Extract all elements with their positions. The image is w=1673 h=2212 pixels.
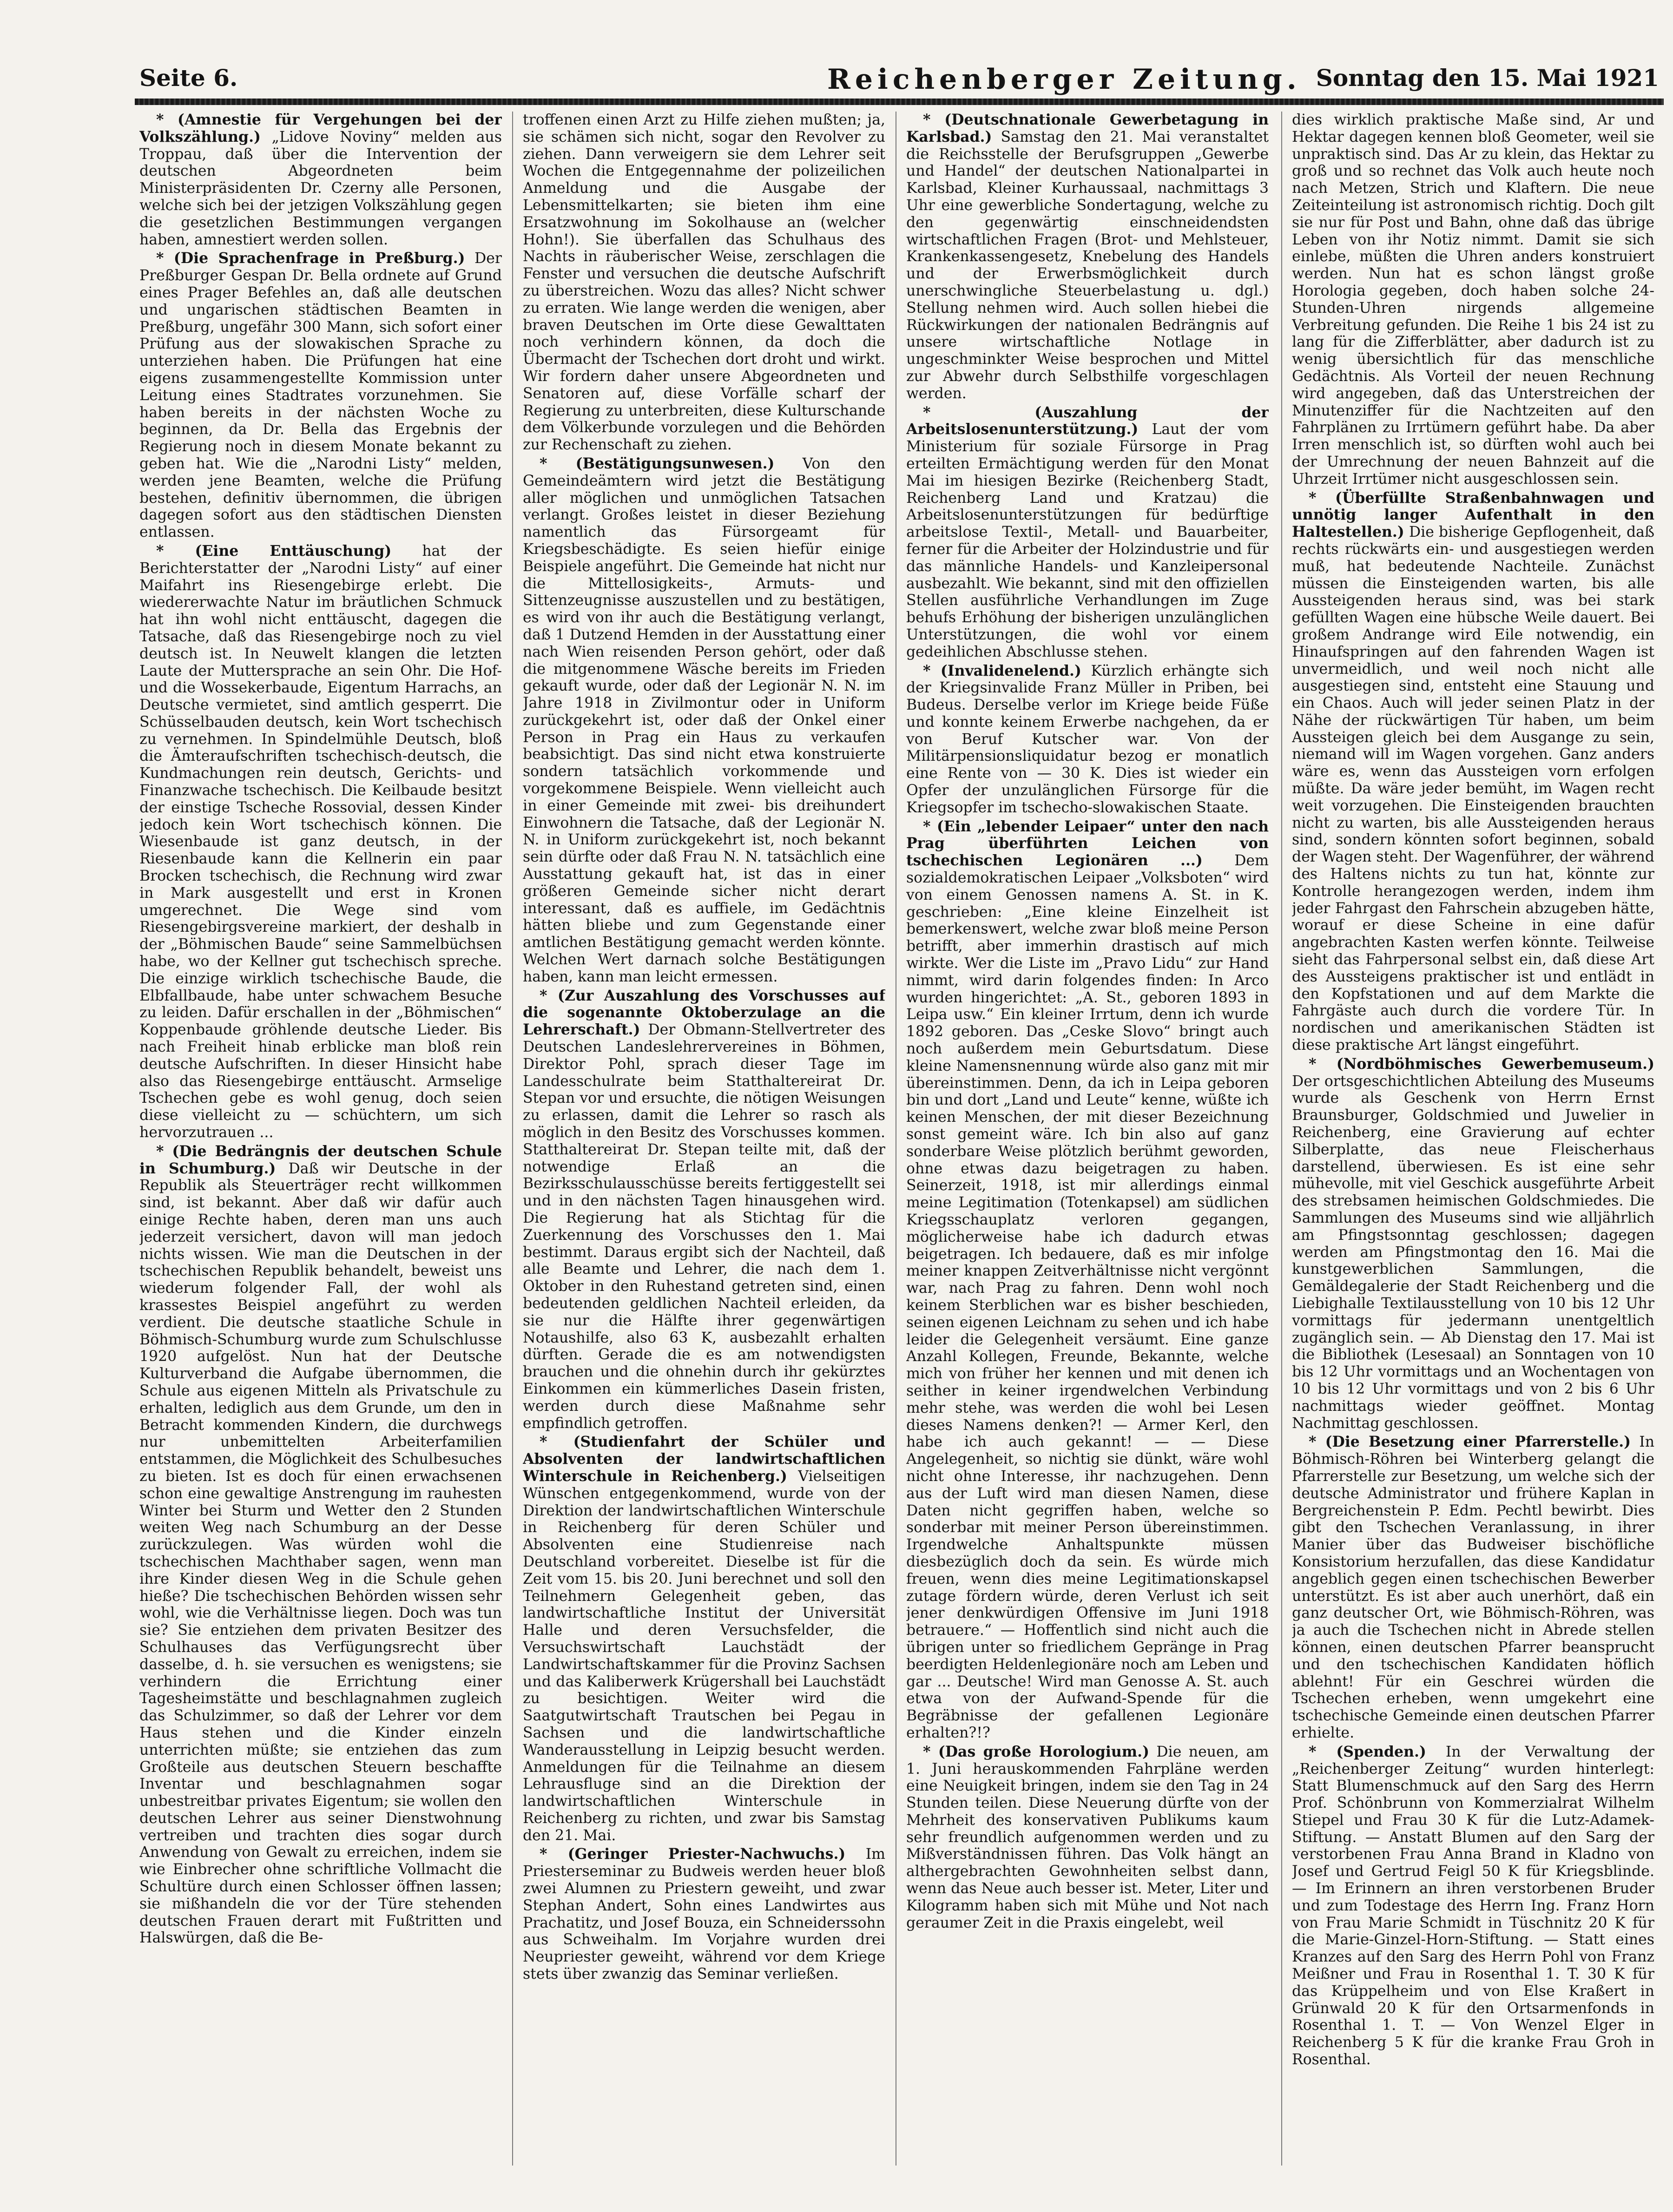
article bbox=[139, 112, 502, 248]
article-heading: * (Studienfahrt der Schüler und Absolventen der landwirtschaftlichen Winterschule in Reichenberg.) bbox=[523, 1433, 885, 1485]
article-heading: * (Bestätigungsunwesen.) bbox=[540, 454, 775, 472]
article bbox=[1292, 1744, 1654, 2068]
article bbox=[1292, 1056, 1654, 1432]
article-heading: * (Die Sprachenfrage in Preßburg.) bbox=[156, 250, 465, 267]
article-text: Dem sozialdemokratischen Leipaer „Volksboten“ wird von einem Genossen namens A. St. in K. geschrieben: „Eine kleine Einzelheit ist bemerkenswert, welche zwar bloß meine Person betrifft, aber immerhin drastisch auf mich wirkte. Wer die Liste im „Pravo Lidu“ zur Hand nimmt, wird darin folgendes finden: In Arco wurden hingerichtet: „A. St., geboren 1893 in Leipa usw.“ Ein kleiner Irrtum, denn ich wurde 1892 geboren. Das „Ceske Slovo“ bringt auch noch außerdem mein Geburtsdatum. Diese kleine Namensnennung würde also ganz mit mir übereinstimmen. Denn, da ich in Leipa geboren bin und dort „Land und Leute“ kenne, wüßte ich keinen Menschen, der mit dieser Bezeichnung sonst gemeint wäre. Ich bin also auf ganz sonderbare Weise plötzlich berühmt geworden, ohne etwas dazu beigetragen zu haben. Seinerzeit, 1918, ist mir allerdings einmal meine Legitimation (Totenkapsel) am südlichen Kriegsschauplatz verloren gegangen, möglicherweise habe ich dadurch etwas beigetragen. Ich bedauere, daß es mir infolge meiner knappen Zeitverhältnisse nicht vergönnt war, nach Prag zu fahren. Denn wohl noch keinem Sterblichen war es bisher beschieden, seinen eigenen Leichnam zu sehen und ich habe leider die Gelegenheit versäumt. Eine ganze Anzahl Kollegen, Freunde, Bekannte, welche mich von früher her kennen und mit denen ich seither in keiner irgendwelchen Verbindung mehr stehe, was werden die wohl bei Lesen dieses Namens denken?! — Armer Kerl, den habe ich auch gekannt! — — Diese Angelegenheit, so nichtig sie dünkt, wäre wohl nicht ohne Interesse, ihr nachzugehen. Denn aus der Luft wird man diesen Namen, diese Daten nicht gegriffen haben, welche so sonderbar mit meiner Person übereinstimmen. Irgendwelche Anhaltspunkte müssen diesbezüglich doch da sein. Es würde mich freuen, wenn dies meine Legitimationskapsel zutage fördern würde, deren Verlust ich seit jener denkwürdigen Offensive im Juni 1918 betrauere.“ — Hoffentlich sind nicht auch die übrigen unter so friedlichem Gepränge in Prag beerdigten Heldenlegionäre noch am Leben und gar ... Deutsche! Wird man Genosse A. St. auch etwa von der Aufwand-Spende für die Begräbnisse der gefallenen Legionäre erhalten?!? bbox=[906, 852, 1269, 1741]
article bbox=[906, 1744, 1269, 1932]
article-heading: * (Ein „lebender Leipaer“ unter den nach Prag überführten Leichen von tschechischen Legionären ...) bbox=[906, 817, 1269, 869]
article-text: Der Preßburger Gespan Dr. Bella ordnete auf Grund eines Prager Befehles an, daß alle deutschen und ungarischen städtischen Beamten in Preßburg, ungefähr 300 Mann, sich sofort einer Prüfung aus der slowakischen Sprache zu unterziehen haben. Die Prüfungen hat eine eigens zusammengestellte Kommission unter Leitung eines Stadtrates vorzunehmen. Sie haben bereits in der nächsten Woche zu beginnen, da Dr. Bella das Ergebnis der Regierung noch in diesem Monate bekannt zu geben hat. Wie die „Narodni Listy“ melden, werden jene Beamten, welche die Prüfung bestehen, definitiv übernommen, die übrigen dagegen sofort aus den städtischen Diensten entlassen. bbox=[139, 250, 502, 541]
issue-date: Sonntag den 15. Mai 1921 bbox=[1316, 64, 1659, 92]
article-text: In Böhmisch-Röhren bei Winterberg gelangt die Pfarrerstelle zur Besetzung, um welche sich der deutsche Administrator und frühere Kaplan in Bergreichenstein P. Edm. Pechtl bewirbt. Dies gibt den Tschechen Veranlassung, in ihrer Manier über das Budweiser bischöfliche Konsistorium herzufallen, das diese Kandidatur angeblich gegen einen tschechischen Bewerber unterstützt. Es ist aber auch unerhört, daß ein ganz deutscher Ort, wie Böhmisch-Röhren, was ja auch die Tschechen nicht in Abrede stellen können, einen deutschen Pfarrer beansprucht und den tschechischen Kandidaten höflich ablehnt! Für ein Geschrei würden die Tschechen erheben, wenn umgekehrt eine tschechische Gemeinde einen deutschen Pfarrer erhielte. bbox=[1292, 1434, 1654, 1741]
article-text: Von den Gemeindeämtern wird jetzt die Bestätigung aller möglichen und unmöglichen Tatsachen verlangt. Großes leistet in dieser Beziehung namentlich das Fürsorgeamt für Kriegsbeschädigte. Es seien hiefür einige Beispiele angeführt. Die Gemeinde hat nicht nur die Mittellosigkeits-, Armuts- und Sittenzeugnisse auszustellen und zu bestätigen, es wird von ihr auch die Bestätigung verlangt, daß 1 Dutzend Hemden in der Ausstattung einer nach Wien reisenden Person gehört, oder daß die mitgenommene Wäsche bereits im Frieden gekauft wurde, oder daß der Legionär N. N. im Jahre 1918 in Zivilmontur oder in Uniform zurückgekehrt ist, oder daß der Onkel einer Person in Prag ein Haus zu verkaufen beabsichtigt. Das sind nicht etwa konstruierte sondern tatsächlich vorkommende und vorgekommene Beispiele. Wenn vielleicht auch in einer Gemeinde mit zwei- bis dreihundert Einwohnern die Tatsache, daß der Legionär N. N. in Uniform zurückgekehrt ist, noch bekannt sein dürfte oder daß Frau N. N. tatsächlich eine Ausstattung gekauft hat, ist das in einer größeren Gemeinde sicher nicht derart interessant, daß es auffiele, im Gedächtnis hätten bliebe und zum Gegenstande einer amtlichen Bestätigung gemacht werden könnte. Welchen Wert darnach solche Bestätigungen haben, kann man leicht ermessen. bbox=[523, 455, 885, 985]
column-divider bbox=[512, 112, 513, 2166]
article-continuation bbox=[523, 112, 885, 454]
article bbox=[139, 250, 502, 541]
article-heading: * (Eine Enttäuschung) bbox=[156, 542, 392, 560]
article bbox=[523, 988, 885, 1432]
article-heading: * (Spenden.) bbox=[1309, 1743, 1426, 1760]
column-1 bbox=[139, 112, 502, 2166]
column-3 bbox=[906, 112, 1269, 2166]
article-text: Die bisherige Gepflogenheit, daß rechts rückwärts ein- und ausgestiegen werden muß, hat bedeutende Nachteile. Zunächst müssen die Einsteigenden warten, bis alle Aussteigenden heraus sind, was bei stark gefüllten Wagen eine hübsche Weile dauert. Bei großem Andrange wird Eile notwendig, ein Hinaufspringen auf den fahrenden Wagen ist unvermeidlich, und weil noch nicht alle ausgestiegen sind, entsteht eine Stauung und ein Chaos. Auch will jeder seinen Platz in der Nähe der rückwärtigen Tür haben, um beim Aussteigen gleich bei dem Ausgange zu sein, niemand will im Wagen vorgehen. Ganz anders wäre es, wenn das Aussteigen vorn erfolgen müßte. Da wäre jeder bemüht, im Wagen recht weit vorzugehen. Die Einsteigenden brauchten nicht zu warten, bis alle Aussteigenden heraus sind, sondern könnten sofort beginnen, sobald der Wagen steht. Der Wagenführer, der während des Haltens nichts zu tun hat, könnte zur Kontrolle herangezogen werden, indem ihm jeder Fahrgast den Fahrschein abzugeben hätte, worauf er diese Scheine in eine dafür angebrachten Kasten werfen könnte. Teilweise sieht das Fahrpersonal selbst ein, daß diese Art des Aussteigens praktischer ist und entlädt in den Kopfstationen und auf dem Markte die Fahrgäste auch durch die vordere Tür. In nordischen und amerikanischen Städten ist diese praktische Art längst eingeführt. bbox=[1292, 524, 1654, 1054]
article-heading: * (Nordböhmisches Gewerbemuseum.) bbox=[1309, 1055, 1654, 1073]
article bbox=[906, 818, 1269, 1742]
article-heading: * (Amnestie für Vergehungen bei der Volkszählung.) bbox=[139, 112, 502, 145]
article-heading: * (Geringer Priester-Nachwuchs.) bbox=[540, 1845, 846, 1863]
article bbox=[1292, 490, 1654, 1054]
column-divider bbox=[1281, 112, 1282, 2166]
article-text: Kürzlich erhängte sich der Kriegsinvalide Franz Müller in Priben, bei Budeus. Derselbe verlor im Kriege beide Füße und konnte keinem Erwerbe nachgehen, da er von Beruf Kutscher war. Von der Militärpensionsliquidatur bezog er monatlich eine Rente von — 30 K. Dies ist wieder ein Opfer der unzulänglichen Fürsorge für die Kriegsopfer im tschecho-slowakischen Staate. bbox=[906, 662, 1269, 816]
article bbox=[906, 112, 1269, 402]
article-text: In der Verwaltung der „Reichenberger Zeitung“ wurden hinterlegt: Statt Blumenschmuck auf den Sarg des Herrn Prof. Schönbrunn von Kommerzialrat Wilhelm Stiepel und Frau 30 K für die Lutz-Adamek-Stiftung. — Anstatt Blumen auf den Sarg der verstorbenen Frau Anna Brand in Kladno von Josef und Gertrud Feigl 50 K für Kriegsblinde. — Im Erinnern an ihren verstorbenen Bruder und zum Todestage des Herrn Ing. Franz Horn von Frau Marie Schmidt in Tüschnitz 20 K für die Marie-Ginzel-Horn-Stiftung. — Statt eines Kranzes auf den Sarg des Herrn Pohl von Franz Meißner und Frau in Rosenthal 1. T. 30 K für das Krüppelheim und von Else Kraßert in Grünwald 20 K für den Ortsarmenfonds in Rosenthal 1. T. — Von Wenzel Elger in Reichenberg 5 K für die kranke Frau Groh in Rosenthal. bbox=[1292, 1743, 1654, 2068]
article-heading: * (Überfüllte Straßenbahnwagen und unnötig langer Aufenthalt in den Haltestellen.) bbox=[1292, 489, 1654, 541]
article-text: Der ortsgeschichtlichen Abteilung des Museums wurde als Geschenk von Herrn Ernst Braunsburger, Goldschmied und Juwelier in Reichenberg, eine Gravierung auf echter Silberplatte, das neue Fleischerhaus darstellend, überwiesen. Es ist eine sehr mühevolle, mit viel Geschick ausgeführte Arbeit des strebsamen heimischen Goldschmiedes. Die Sammlungen des Museums sind wie alljährlich am Pfingstsonntag geschlossen; dagegen werden am Pfingstmontag den 16. Mai die kunstgewerblichen Sammlungen, die Gemäldegalerie der Stadt Reichenberg und die Liebighalle Textilausstellung von 10 bis 12 Uhr vormittags für jedermann unentgeltlich zugänglich sein. — Ab Dienstag den 17. Mai ist die Bibliothek (Lesesaal) an Sonntagen von 10 bis 12 Uhr vormittags und an Wochentagen von 10 bis 12 Uhr vormittags und von 2 bis 6 Uhr nachmittags wieder geöffnet. Montag Nachmittag geschlossen. bbox=[1292, 1073, 1654, 1432]
article-heading: * (Das große Horologium.) bbox=[923, 1743, 1149, 1760]
page-header bbox=[139, 64, 1659, 101]
article bbox=[523, 1846, 885, 1982]
article-heading: * (Die Besetzung einer Pfarrerstelle.) bbox=[1309, 1433, 1631, 1451]
column-2 bbox=[523, 112, 885, 2166]
article-text: Daß wir Deutsche in der Republik als Steuerträger recht willkommen sind, ist bekannt. Aber daß wir dafür auch einige Rechte haben, deren man uns auch jederzeit versichert, davon will man jedoch nichts wissen. Wie man die Deutschen in der tschechischen Republik behandelt, beweist uns wiederum folgender Fall, der wohl als krassestes Beispiel angeführt zu werden verdient. Die deutsche staatliche Schule in Böhmisch-Schumburg wurde zum Schulschlusse 1920 aufgelöst. Nun hat der Deutsche Kulturverband die Aufgabe übernommen, die Schule aus eigenen Mitteln als Privatschule zu erhalten, lediglich aus dem Grunde, um den in Betracht kommenden Kindern, die durchwegs nur unbemittelten Arbeiterfamilien entstammen, die Möglichkeit des Schulbesuches zu bieten. Ist es doch für einen erwachsenen schon eine gewaltige Anstrengung im rauhesten Winter bei Sturm und Wetter den 2 Stunden weiten Weg nach Schumburg an der Desse zurückzulegen. Was würden wohl die tschechischen Machthaber sagen, wenn man ihre Kinder diesen Weg in die Schule gehen hieße? Die tschechischen Behörden wissen sehr wohl, wie die Verhältnisse liegen. Doch was tun sie? Sie entziehen dem privaten Besitzer des Schulhauses das Verfügungsrecht über dasselbe, d. h. sie versuchen es wenigstens; sie verhindern die Errichtung einer Tagesheimstätte und beschlagnahmen zugleich das Schulzimmer, so daß der Lehrer vor dem Haus stehen und die Kinder einzeln unterrichten müßte; sie entziehen das zum Großteile aus deutschen Steuern beschaffte Inventar und beschlagnahmen sogar unbestreitbar privates Eigentum; sie wollen den deutschen Lehrer aus seiner Dienstwohnung vertreiben und trachten dies sogar durch Anwendung von Gewalt zu erreichen, indem sie wie Einbrecher ohne schriftliche Vollmacht die Schultüre durch einen Schlosser öffnen lassen; sie mißhandeln die vor der Türe stehenden deutschen Frauen derart mit Fußtritten und Halswürgen, daß die Be- bbox=[139, 1160, 502, 1947]
article bbox=[139, 543, 502, 1141]
article-heading: * (Zur Auszahlung des Vorschusses auf die sogenannte Oktoberzulage an die Lehrerschaft.) bbox=[523, 987, 885, 1039]
article-heading: * (Die Bedrängnis der deutschen Schule in Schumburg.) bbox=[139, 1142, 502, 1177]
article bbox=[906, 663, 1269, 816]
article-text: Der Obmann-Stellvertreter des Deutschen Landeslehrervereines in Böhmen, Direktor Pohl, sprach dieser Tage im Landesschulrate beim Statthaltereirat Dr. Stepan vor und ersuchte, die nötigen Weisungen zu erlassen, damit die Lehrer so rasch als möglich in den Besitz des Vorschusses kommen. Statthaltereirat Dr. Stepan teilte mit, daß der notwendige Erlaß an die Bezirksschulausschüsse bereits fertiggestellt sei und in den nächsten Tagen hinausgehen wird. Die Regierung hat als Stichtag für die Zuerkennung des Vorschusses den 1. Mai bestimmt. Daraus ergibt sich der Nachteil, daß alle Beamte und Lehrer, die nach dem 1. Oktober in den Ruhestand getreten sind, einen bedeutenden geldlichen Nachteil erleiden, da sie nur die Hälfte ihrer gegenwärtigen Notaushilfe, also 63 K, ausbezahlt erhalten dürften. Gerade die es am notwendigsten brauchen und die ohnehin durch ihr gekürztes Einkommen ein kümmerliches Dasein fristen, werden durch diese Maßnahme sehr empfindlich getroffen. bbox=[523, 1021, 885, 1432]
page-number: Seite 6. bbox=[139, 64, 238, 92]
article-text: Vielseitigen Wünschen entgegenkommend, wurde von der Direktion der landwirtschaftlichen Winterschule in Reichenberg für deren Schüler und Absolventen eine Studienreise nach Deutschland vorbereitet. Dieselbe ist für die Zeit vom 15. bis 20. Juni berechnet und soll den Teilnehmern Gelegenheit geben, das landwirtschaftliche Institut der Universität Halle und deren Versuchsfelder, die Versuchswirtschaft Lauchstädt der Landwirtschaftskammer für die Provinz Sachsen und das Kaliberwerk Krügershall bei Lauchstädt zu besichtigen. Weiter wird die Saatgutwirtschaft Trautschen bei Pegau in Sachsen und die landwirtschaftliche Wanderausstellung in Leipzig besucht werden. Anmeldungen für die Teilnahme an diesem Lehrausfluge sind an die Direktion der landwirtschaftlichen Winterschule in Reichenberg zu richten, und zwar bis Samstag den 21. Mai. bbox=[523, 1468, 885, 1844]
article-heading: * (Auszahlung der Arbeitslosenunterstützung.) bbox=[906, 403, 1269, 438]
article-text: dies wirklich praktische Maße sind, Ar und Hektar dagegen kennen bloß Geometer, weil sie unpraktisch sind. Das Ar zu klein, das Hektar zu groß und so rechnet das Volk auch heute noch nach Metzen, Strich und Klaftern. Die neue Zeiteinteilung ist astronomisch richtig. Doch gilt sie nur für Post und Bahn, ohne daß das übrige Leben von ihr Notiz nimmt. Damit sie sich einlebe, müßten die Uhren anders konstruiert werden. Nun hat es schon längst große Horologia gegeben, doch haben solche 24-Stunden-Uhren nirgends allgemeine Verbreitung gefunden. Die Reihe 1 bis 24 ist zu lang für die Zifferblätter, aber dadurch ist zu wenig übersichtlich für das menschliche Gedächtnis. Als Vorteil der neuen Rechnung wird angegeben, daß das Unterstreichen der Minutenziffer für die Nachtzeiten auf den Fahrplänen zu Irrtümern geführt habe. Da aber Irren menschlich ist, so dürften wohl auch bei der Umrechnung der neuen Bahnzeit auf die Uhrzeit Irrtümer nicht ausgeschlossen sein. bbox=[1292, 112, 1654, 487]
article-heading: * (Invalidenelend.) bbox=[923, 662, 1081, 679]
masthead: Reichenberger Zeitung. bbox=[827, 63, 1301, 96]
article-text: hat der Berichterstatter der „Narodni Listy“ auf einer Maifahrt ins Riesengebirge erlebt. Die wiedererwachte Natur im bräutlichen Schmuck hat ihn wohl nicht enttäuscht, dagegen die Tatsache, daß das Riesengebirge noch zu viel deutsch ist. In Neuwelt klangen die letzten Laute der Muttersprache an sein Ohr. Die Hof- und die Wossekerbaude, Eigentum Harrachs, an Deutsche vermietet, sind amtlich gesperrt. Die Schüsselbauden deutsch, kein Wort tschechisch zu vernehmen. In Spindelmühle Deutsch, bloß die Ämteraufschriften tschechisch-deutsch, die Kundmachungen rein deutsch, Gerichts- und Finanzwache tschechisch. Die Keilbaude besitzt der einstige Tscheche Rossovial, dessen Kinder jedoch kein Wort tschechisch können. Die Wiesenbaude ist ganz deutsch, in der Riesenbaude kann die Kellnerin ein paar Brocken tschechisch, die Rechnung wird zwar in Mark ausgestellt und erst in Kronen umgerechnet. Die Wege sind vom Riesengebirgsvereine markiert, der deshalb in der „Böhmischen Baude“ seine Sammelbüchsen habe, wo der Kellner gut tschechisch spreche. Die einzige wirklich tschechische Baude, die Elbfallbaude, habe unter schwachem Besuche zu leiden. Dafür erschallen in der „Böhmischen“ Koppenbaude gröhlende deutsche Lieder. Bis nach Freiheit hinab erblicke man bloß rein deutsche Aufschriften. In dieser Hinsicht habe also das Riesengebirge enttäuscht. Armselige Tschechen gebe es wohl genug, doch seien diese vielleicht zu — schüchtern, um sich hervorzutrauen ... bbox=[139, 542, 502, 1141]
article-text: Laut der vom Ministerium für soziale Fürsorge in Prag erteilten Ermächtigung werden für den Monat Mai im hiesigen Bezirke (Reichenberg Stadt, Reichenberg Land und Kratzau) die Arbeitslosenunterstützungen für bedürftige arbeitslose Textil-, Metall- und Bauarbeiter, ferner für die Arbeiter der Holzindustrie und für das männliche Handels- und Kanzleipersonal ausbezahlt. Wie bekannt, sind mit den offiziellen Stellen ausführliche Verhandlungen im Zuge behufs Erhöhung der bisherigen unzulänglichen Unterstützungen, die wohl vor einem gedeihlichen Abschlusse stehen. bbox=[906, 421, 1269, 660]
column-4 bbox=[1292, 112, 1654, 2166]
article-continuation bbox=[1292, 112, 1654, 488]
article-text: „Lidove Noviny“ melden aus Troppau, daß über die Intervention der deutschen Abgeordneten beim Ministerpräsidenten Dr. Czerny alle Personen, welche sich bei der jetzigen Volkszählung gegen die gesetzlichen Bestimmungen vergangen haben, amnestiert werden sollen. bbox=[139, 128, 502, 248]
article-text: Im Priesterseminar zu Budweis werden heuer bloß zwei Alumnen zu Priestern geweiht, und zwar Stephan Andert, Sohn eines Landwirtes aus Prachatitz, und Josef Bouza, ein Schneiderssohn aus Schweihalm. Im Vorjahre wurden drei Neupriester geweiht, während vor dem Kriege stets über zwanzig das Seminar verließen. bbox=[523, 1846, 885, 1983]
article-heading: * (Deutschnationale Gewerbetagung in Karlsbad.) bbox=[906, 112, 1269, 145]
article-text: Die neuen, am 1. Juni herauskommenden Fahrpläne werden eine Neuigkeit bringen, indem sie den Tag in 24 Stunden teilen. Diese Neuerung dürfte von der Mehrheit des konservativen Publikums kaum sehr freundlich aufgenommen werden und zu Mißverständnissen führen. Das Volk hängt an althergebrachten Gewohnheiten selbst dann, wenn das Neue auch besser ist. Meter, Liter und Kilogramm haben sich mit Mühe und Not nach geraumer Zeit in die Praxis eingelebt, weil bbox=[906, 1743, 1269, 1931]
article-text: troffenen einen Arzt zu Hilfe ziehen mußten; ja, sie schämen sich nicht, sogar den Revolver zu ziehen. Dann verweigern sie dem Lehrer seit Wochen die Entgegennahme der polizeilichen Anmeldung und die Ausgabe der Lebensmittelkarten; sie bieten ihm eine Ersatzwohnung im Sokolhause an (welcher Hohn!). Sie überfallen das Schulhaus des Nachts in räuberischer Weise, zerschlagen die Fenster und versuchen die deutsche Aufschrift zu überstreichen. Wozu das alles? Nicht schwer zu erraten. Wie lange werden die wenigen, aber braven Deutschen im Orte diese Gewalttaten noch verhindern können, da doch die Übermacht der Tschechen dort droht und wirkt. Wir fordern daher unsere Abgeordneten und Senatoren auf, diese Vorfälle scharf der Regierung zu unterbreiten, diese Kulturschande dem Völkerbunde vorzulegen und die Behörden zur Rechenschaft zu ziehen. bbox=[523, 112, 885, 454]
article bbox=[906, 404, 1269, 661]
article bbox=[523, 1434, 885, 1844]
article bbox=[139, 1143, 502, 1947]
header-rule bbox=[135, 99, 1664, 105]
article-text: Samstag den 21. Mai veranstaltet die Reichsstelle der Berufsgruppen „Gewerbe und Handel“ der deutschen Nationalpartei in Karlsbad, Kleiner Kurhaussaal, nachmittags 3 Uhr eine gewerbliche Sondertagung, welche zu den gegenwärtig einschneidendsten wirtschaftlichen Fragen (Brot- und Mehlsteuer, Krankenkassengesetz, Knebelung des Handels und der Erwerbsmöglichkeit durch unerschwingliche Steuerbelastung u. dgl.) Stellung nehmen wird. Auch sollen hiebei die Rückwirkungen der nationalen Bedrängnis auf unsere wirtschaftliche Notlage in ungeschminkter Weise besprochen und Mittel zur Abwehr durch Selbsthilfe vorgeschlagen werden. bbox=[906, 128, 1269, 402]
article bbox=[523, 455, 885, 986]
article bbox=[1292, 1434, 1654, 1741]
